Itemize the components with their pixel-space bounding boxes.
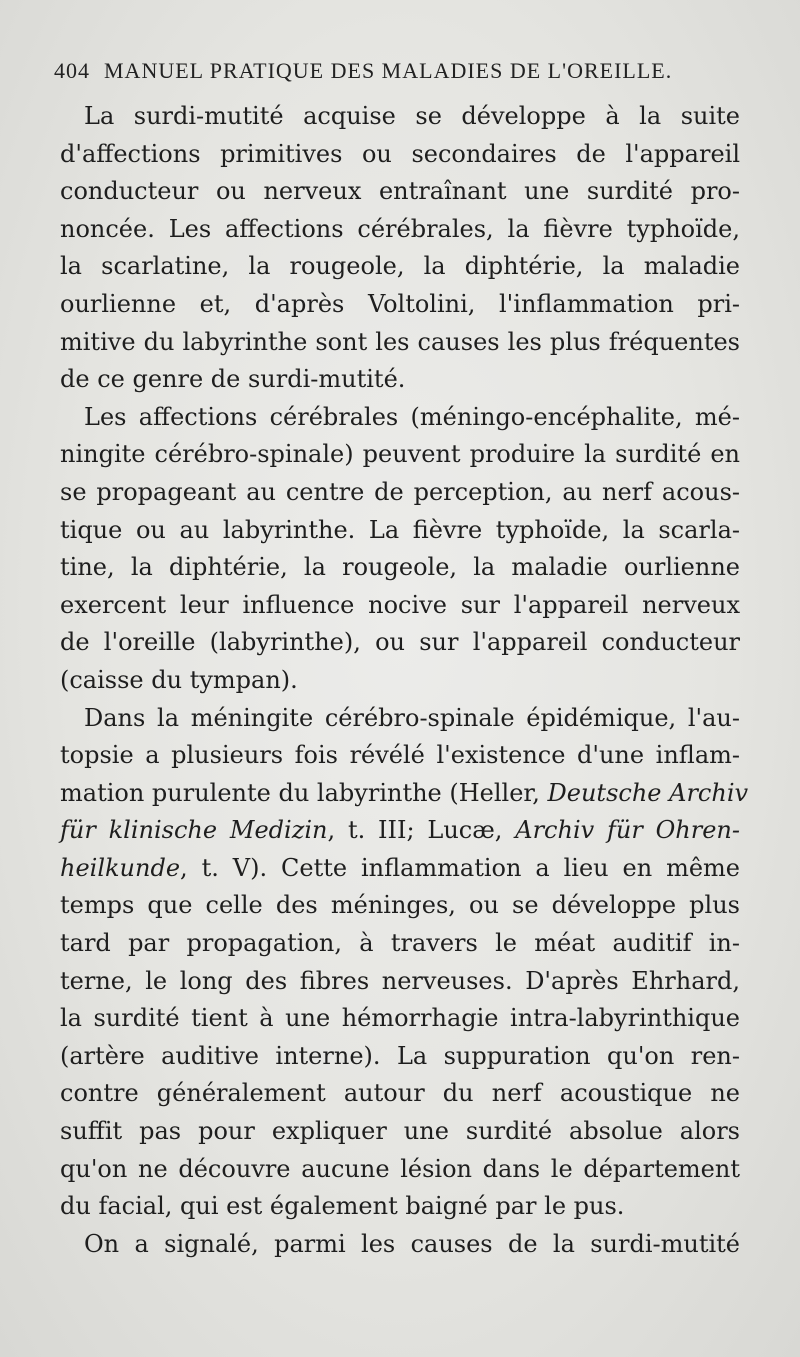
text-line: la scarlatine, la rougeole, la diphtérie, la maladie	[60, 252, 740, 281]
text-line: temps que celle des méninges, ou se développe plus	[60, 891, 740, 920]
running-title: MANUEL PRATIQUE DES MALADIES DE L'OREILLE.	[104, 58, 673, 83]
text-line: suffit pas pour expliquer une surdité absolue alors	[60, 1117, 740, 1146]
text-line: ourlienne et, d'après Voltolini, l'inflammation pri-	[60, 289, 740, 318]
text-line: mation purulente du labyrinthe (Heller, Deutsche Archiv	[60, 778, 749, 807]
text-line: terne, le long des fibres nerveuses. D'après Ehrhard,	[60, 966, 740, 995]
running-head	[54, 58, 714, 84]
text-line: conducteur ou nerveux entraînant une surdité pro-	[60, 177, 740, 206]
text-line: ningite cérébro-spinale) peuvent produire la surdité en	[60, 440, 740, 469]
body-text	[60, 98, 749, 1263]
text-line: (artère auditive interne). La suppuration qu'on ren-	[60, 1041, 740, 1070]
text-line: heilkunde, t. V). Cette inflammation a lieu en même	[60, 853, 740, 882]
text-line: topsie a plusieurs fois révélé l'existence d'une inflam-	[60, 741, 740, 770]
text-line: tine, la diphtérie, la rougeole, la maladie ourlienne	[60, 553, 740, 582]
text-line: La surdi-mutité acquise se développe à la suite	[84, 102, 740, 130]
text-line: de l'oreille (labyrinthe), ou sur l'appareil conducteur	[60, 628, 740, 657]
text-line: Les affections cérébrales (méningo-encéphalite, mé-	[84, 402, 740, 431]
text-line: exercent leur influence nocive sur l'appareil nerveux	[60, 590, 740, 619]
text-line: mitive du labyrinthe sont les causes les plus fréquentes	[60, 327, 740, 356]
text-line: On a signalé, parmi les causes de la surdi-mutité	[84, 1229, 740, 1258]
page-number: 404	[54, 58, 90, 83]
text-line: tique ou au labyrinthe. La fièvre typhoïde, la scarla-	[60, 515, 740, 544]
text-line: contre généralement autour du nerf acoustique ne	[60, 1079, 740, 1108]
text-line: de ce genre de surdi-mutité.	[60, 365, 406, 394]
text-line: (caisse du tympan).	[60, 665, 298, 694]
text-line: Dans la méningite cérébro-spinale épidémique, l'au-	[84, 703, 740, 732]
text-line: se propageant au centre de perception, au nerf acous-	[60, 477, 740, 506]
text-line: du facial, qui est également baigné par le pus.	[60, 1192, 625, 1221]
text-line: qu'on ne découvre aucune lésion dans le département	[60, 1154, 740, 1183]
text-line: d'affections primitives ou secondaires de l'appareil	[60, 139, 740, 168]
text-line: la surdité tient à une hémorrhagie intra-labyrinthique	[60, 1004, 740, 1033]
text-line: noncée. Les affections cérébrales, la fièvre typhoïde,	[60, 214, 740, 243]
text-line: tard par propagation, à travers le méat auditif in-	[60, 929, 740, 958]
text-line: für klinische Medizin, t. III; Lucæ, Archiv für Ohren-	[60, 816, 740, 845]
